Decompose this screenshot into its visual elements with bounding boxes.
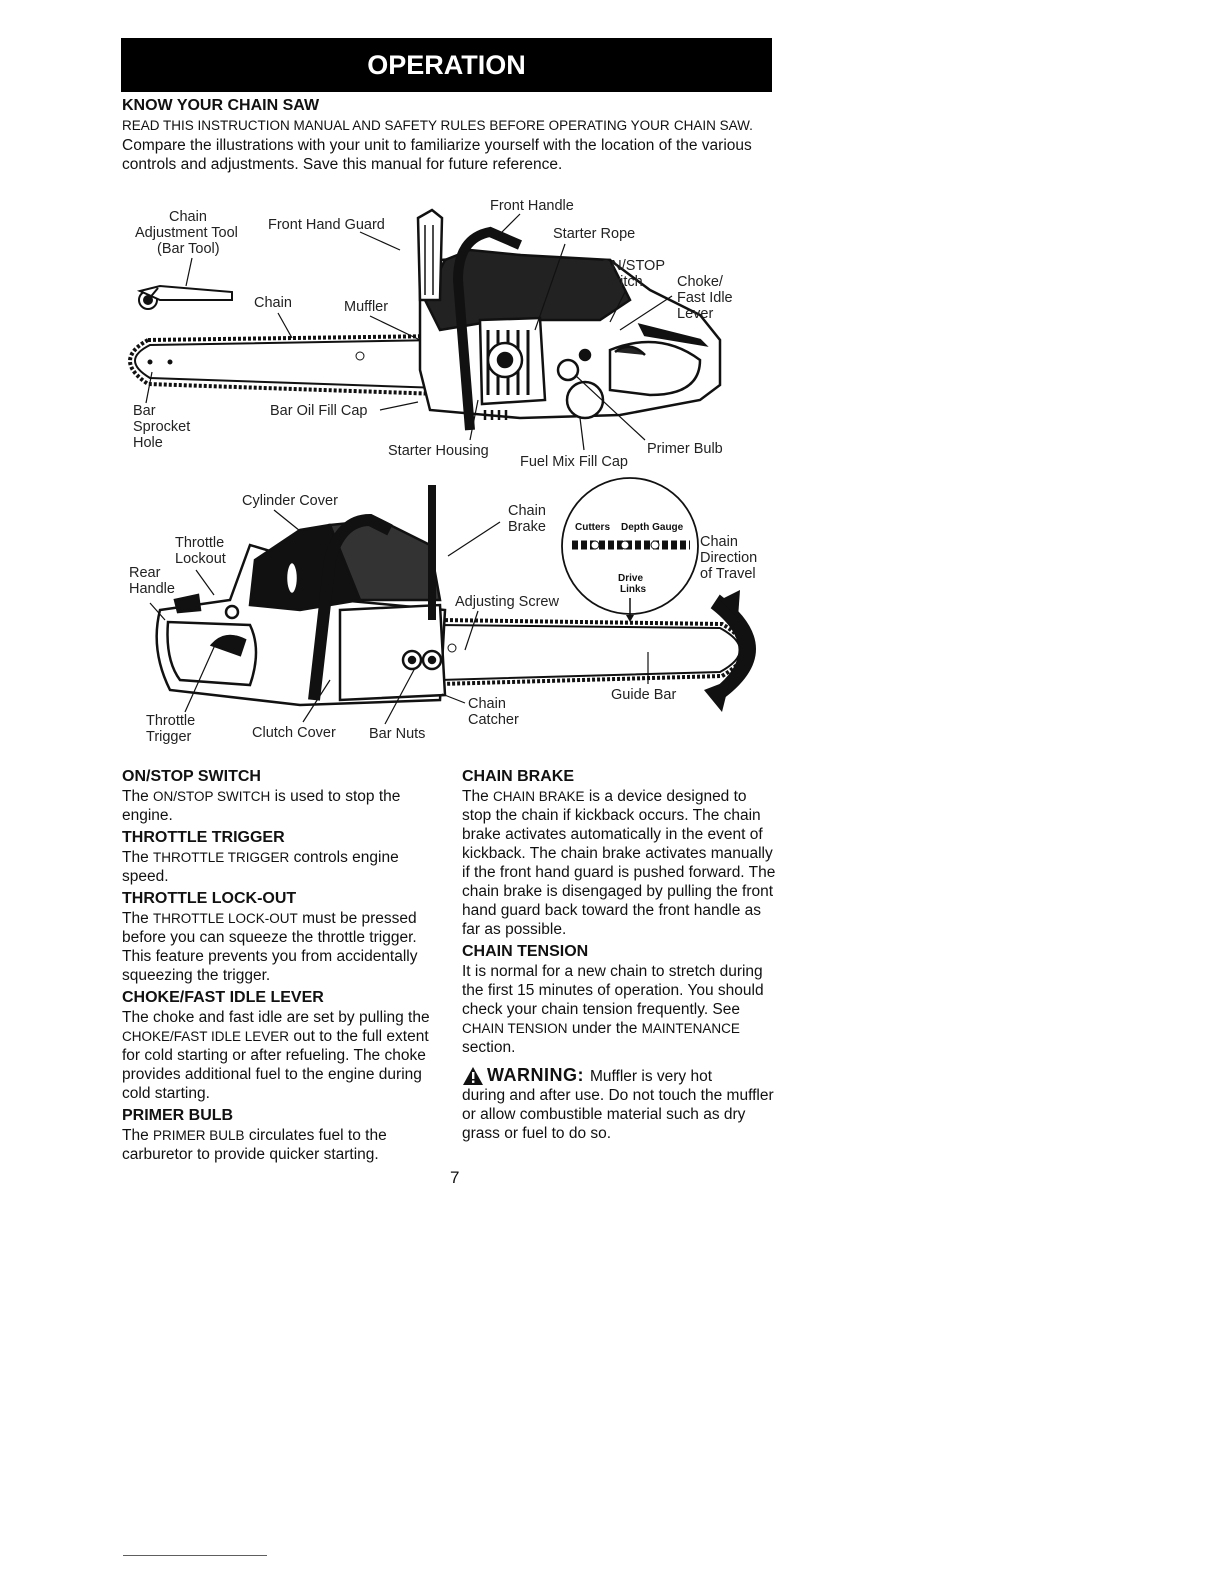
label-choke-3: Lever — [677, 306, 714, 322]
label-bar-nuts: Bar Nuts — [369, 726, 426, 742]
label-chain-tool-2: Adjustment Tool — [135, 225, 238, 241]
label-chain-direction-3: of Travel — [700, 566, 756, 582]
label-front-handle: Front Handle — [490, 198, 574, 214]
para-choke-fast-idle: The choke and fast idle are set by pulling the CHOKE/FAST IDLE LEVER out to the full extent for cold starting or after refueling. The choke provides additional fuel to the engine during cold starting. — [122, 1009, 430, 1102]
heading-on-stop-switch: ON/STOP SWITCH — [122, 768, 261, 785]
warning-text-first: Muffler is very hot — [590, 1068, 713, 1085]
label-primer-bulb: Primer Bulb — [647, 441, 723, 457]
label-bar-sprocket-2: Sprocket — [133, 419, 191, 435]
warning-label: WARNING: — [487, 1065, 584, 1085]
label-inset-cutters: Cutters — [575, 522, 611, 533]
heading-throttle-trigger: THROTTLE TRIGGER — [122, 829, 285, 846]
section-heading: KNOW YOUR CHAIN SAW — [122, 97, 320, 114]
label-throttle-trigger-2: Trigger — [146, 729, 192, 745]
heading-choke-fast-idle: CHOKE/FAST IDLE LEVER — [122, 989, 324, 1006]
label-choke-2: Fast Idle — [677, 290, 733, 306]
label-onstop-1: ON/STOP — [600, 258, 665, 274]
label-rear-handle-1: Rear — [129, 565, 161, 581]
label-bar-oil-fill-cap: Bar Oil Fill Cap — [270, 403, 368, 419]
heading-chain-brake: CHAIN BRAKE — [462, 768, 574, 785]
chain-detail-inset — [562, 478, 698, 622]
label-bar-sprocket-1: Bar — [133, 403, 156, 419]
right-column — [462, 766, 777, 1145]
label-chain-direction-1: Chain — [700, 534, 738, 550]
label-rear-handle-2: Handle — [129, 581, 175, 597]
para-chain-tension: It is normal for a new chain to stretch during the first 15 minutes of operation. You should check your chain tension frequently. See CHAIN TENSION under the MAINTENANCE section. — [462, 963, 764, 1056]
warning-text: during and after use. Do not touch the muffler or allow combustible material such as dry grass or fuel to do so. — [462, 1087, 774, 1142]
section-banner: OPERATION — [121, 38, 772, 92]
label-fuel-mix-fill-cap: Fuel Mix Fill Cap — [520, 454, 628, 470]
heading-chain-tension: CHAIN TENSION — [462, 943, 589, 960]
intro-text: Compare the illustrations with your unit to familiarize yourself with the location of the various controls and adjustments. Save this manual for future reference. — [122, 136, 752, 173]
label-muffler: Muffler — [344, 299, 389, 315]
intro-caps: READ THIS INSTRUCTION MANUAL AND SAFETY RULES BEFORE OPERATING YOUR — [122, 118, 670, 133]
heading-primer-bulb: PRIMER BULB — [122, 1107, 234, 1124]
label-starter-housing: Starter Housing — [388, 443, 489, 459]
para-throttle-trigger: The THROTTLE TRIGGER controls engine speed. — [122, 849, 399, 885]
intro-caps-2: CHAIN SAW. — [673, 118, 753, 133]
label-onstop-2: Switch — [600, 274, 643, 290]
label-choke-1: Choke/ — [677, 274, 723, 290]
guide-bar-side — [440, 620, 744, 684]
footer-rule — [123, 1555, 267, 1556]
label-chain-catcher-1: Chain — [468, 696, 506, 712]
label-chain-tool-3: (Bar Tool) — [157, 241, 220, 257]
label-adjusting-screw: Adjusting Screw — [455, 594, 559, 610]
label-chain-tool-1: Chain — [169, 209, 207, 225]
label-bar-sprocket-3: Hole — [133, 435, 163, 451]
label-front-hand-guard: Front Hand Guard — [268, 217, 385, 233]
label-cylinder-cover: Cylinder Cover — [242, 493, 338, 509]
label-chain-brake-2: Brake — [508, 519, 546, 535]
label-inset-drive-1: Drive — [618, 573, 644, 584]
chainsaw-figure-side — [0, 0, 1224, 760]
para-primer-bulb: The PRIMER BULB circulates fuel to the carburetor to provide quicker starting. — [122, 1127, 387, 1163]
label-inset-drive-2: Links — [620, 584, 647, 595]
label-guide-bar: Guide Bar — [611, 687, 677, 703]
label-starter-rope: Starter Rope — [553, 226, 636, 242]
heading-throttle-lockout: THROTTLE LOCK-OUT — [122, 890, 297, 907]
label-inset-depth-gauge: Depth Gauge — [621, 522, 684, 533]
warning-triangle-icon — [462, 1066, 484, 1086]
label-chain-brake-1: Chain — [508, 503, 546, 519]
warning-block — [462, 1065, 777, 1086]
page-number: 7 — [450, 1168, 460, 1187]
label-throttle-trigger-1: Throttle — [146, 713, 196, 729]
left-column — [122, 766, 437, 1166]
label-chain-direction-2: Direction — [700, 550, 758, 566]
label-chain-catcher-2: Catcher — [468, 712, 519, 728]
para-chain-brake: The CHAIN BRAKE is a device designed to stop the chain if kickback occurs. The chain brake activates automatically in the event of kickback. The chain brake activates manually if the front hand guard is pushed forward. The chain brake is disengaged by pulling the front hand guard back toward the front handle as far as possible. — [462, 788, 776, 938]
para-on-stop-switch: The ON/STOP SWITCH is used to stop the engine. — [122, 788, 401, 824]
label-chain: Chain — [254, 295, 292, 311]
label-throttle-lockout-2: Lockout — [175, 551, 226, 567]
label-throttle-lockout-1: Throttle — [175, 535, 225, 551]
para-throttle-lockout: The THROTTLE LOCK-OUT must be pressed before you can squeeze the throttle trigger. This feature prevents you from accidentally squeezing the trigger. — [122, 910, 418, 984]
label-clutch-cover: Clutch Cover — [252, 725, 336, 741]
